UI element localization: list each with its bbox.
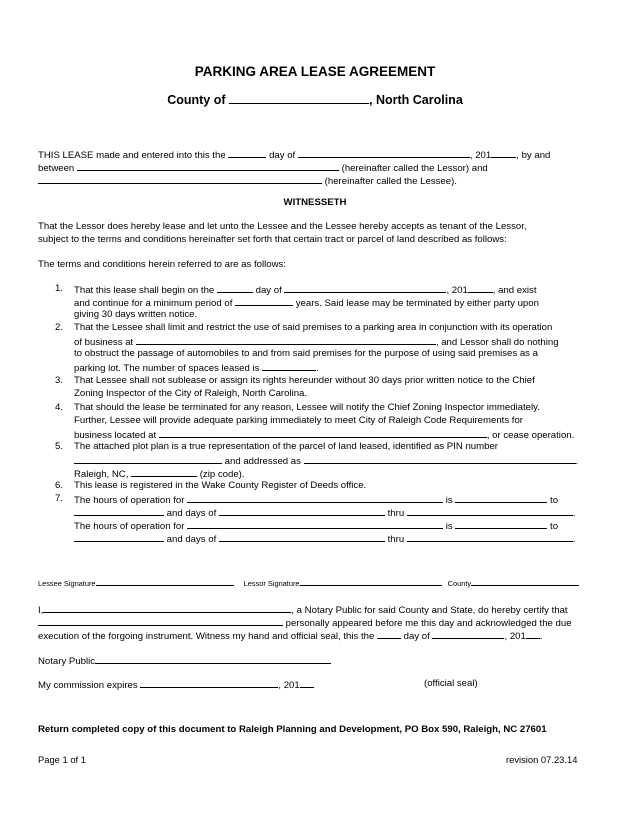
item-7-line-1 — [74, 493, 558, 507]
hours-operation-blank-1[interactable] — [187, 493, 443, 503]
hours-label-2: The hours of operation for — [74, 521, 185, 532]
commission-label: My commission expires — [38, 680, 138, 691]
page-number: Page 1 of 1 — [38, 754, 86, 765]
notary-line-1 — [38, 603, 568, 617]
item-number-3: 3. — [55, 375, 64, 386]
return-note: Return completed copy of this document to Raleigh Planning and Development, PO Box 590, Raleigh, NC 27601 — [38, 724, 547, 735]
item-number-1: 1. — [55, 283, 64, 294]
intro-text-d: , by and — [516, 150, 551, 161]
hours-from-blank-1[interactable] — [455, 493, 547, 503]
intro-text-a: THIS LEASE made and entered into this the — [38, 150, 226, 161]
commission-date-blank[interactable] — [140, 678, 278, 688]
notary-line-2 — [38, 616, 572, 630]
hours-operation-blank-2[interactable] — [187, 519, 443, 529]
item-1-text-a: That this lease shall begin on the — [74, 285, 215, 296]
witness-day-blank[interactable] — [377, 629, 401, 639]
item-2-text-e: parking lot. The number of spaces leased is — [74, 363, 260, 374]
item-4-line-1: That should the lease be terminated for any reason, Lessee will notify the Chief Zoning Inspector immediately. — [74, 402, 540, 413]
commission-line — [38, 678, 314, 692]
hours-to-1: to — [550, 495, 559, 506]
notary-name-blank[interactable] — [43, 603, 291, 613]
item-2-line-3: to obstruct the passage of automobiles to and from said premises for the purpose of using said premises as a — [74, 348, 538, 359]
revision: revision 07.23.14 — [506, 754, 578, 765]
item-4-text-d: , or cease operation. — [486, 430, 575, 441]
item-6-line-1: This lease is registered in the Wake County Register of Deeds office. — [74, 480, 367, 491]
notary-line-3 — [38, 629, 543, 643]
item-2-text-b: of business at — [74, 337, 134, 348]
hours-is-1: is — [445, 495, 453, 506]
item-1-line-3: giving 30 days written notice. — [74, 309, 198, 320]
spaces-blank[interactable] — [262, 361, 316, 371]
hours-to-2: to — [550, 521, 559, 532]
intro-lessor-label: (hereinafter called the Lessor) and — [341, 163, 488, 174]
document-title: PARKING AREA LEASE AGREEMENT — [194, 64, 436, 79]
item-3-line-2: Zoning Inspector of the City of Raleigh, North Carolina. — [74, 388, 308, 399]
days-label-1: and days of — [166, 508, 217, 519]
item-7-line-4: and days of thru . — [74, 532, 576, 546]
notary-text-3b: day of — [403, 631, 430, 642]
begin-month-blank[interactable] — [284, 283, 446, 293]
para1-line-2: subject to the terms and conditions hereinafter set forth that certain tract or parcel of land described as follows: — [38, 234, 507, 245]
lessee-signature-blank[interactable] — [96, 578, 234, 586]
item-5-line-2: and addressed as . — [74, 454, 578, 468]
item-number-4: 4. — [55, 402, 64, 413]
notary-i: I, — [38, 605, 44, 616]
item-2-line-1: That the Lessee shall limit and restrict the use of said premises to a parking area in conjunction with its operation — [74, 322, 553, 333]
signature-line — [38, 578, 579, 590]
notary-text-3a: execution of the forgoing instrument. Witness my hand and official seal, this the — [38, 631, 375, 642]
commission-201: , 201 — [278, 680, 300, 691]
item-number-2: 2. — [55, 322, 64, 333]
hours-to-blank-2[interactable] — [74, 532, 164, 542]
county-prefix: County of — [167, 93, 226, 107]
county-line — [0, 93, 630, 107]
item-4-line-2: Further, Lessee will provide adequate parking immediately to meet City of Raleigh Code Requirements for — [74, 415, 523, 426]
item-number-7: 7. — [55, 493, 64, 504]
notary-public-label: Notary Public — [38, 656, 96, 667]
period-blank[interactable] — [235, 296, 293, 306]
zip-code-blank[interactable] — [131, 467, 197, 477]
hours-is-2: is — [445, 521, 453, 532]
business-located-blank[interactable] — [159, 428, 487, 438]
item-5-text-d: (zip code). — [199, 469, 245, 480]
hours-to-blank-1[interactable] — [74, 506, 164, 516]
appeared-name-blank[interactable] — [38, 616, 283, 626]
pin-number-blank[interactable] — [74, 454, 222, 464]
notary-public-blank[interactable] — [95, 654, 331, 664]
business-address-blank[interactable] — [136, 335, 436, 345]
intro-line-1 — [38, 148, 550, 162]
parcel-address-blank[interactable] — [304, 454, 576, 464]
lessor-name-blank[interactable] — [77, 161, 339, 171]
county-signature-label: County — [447, 579, 472, 588]
item-2-line-2 — [74, 335, 559, 349]
item-1-text-d: , and exist — [492, 285, 537, 296]
item-3-line-1: That Lessee shall not sublease or assign its rights hereunder without 30 days prior written notice to the Chief — [74, 375, 535, 386]
item-7-line-2: and days of thru . — [74, 506, 576, 520]
item-7-line-3 — [74, 519, 558, 533]
para1-line-1: That the Lessor does hereby lease and let unto the Lessee and the Lessee hereby accepts as tenant of the Lessor, — [38, 221, 527, 232]
item-1-text-c: , 201 — [446, 285, 468, 296]
lease-year-blank[interactable] — [491, 148, 516, 158]
item-5-text-b: and addressed as — [224, 456, 301, 467]
witness-year-blank[interactable] — [526, 629, 540, 639]
begin-year-blank[interactable] — [468, 283, 493, 293]
intro-between: between — [38, 163, 75, 174]
county-suffix: , North Carolina — [369, 93, 463, 107]
notary-text-3c: , 201 — [504, 631, 526, 642]
thru-label-2: thru — [387, 534, 405, 545]
days-thru-blank-2[interactable] — [407, 532, 573, 542]
intro-line-2 — [38, 161, 488, 175]
terms-intro: The terms and conditions herein referred to are as follows: — [38, 259, 286, 270]
item-1-text-b: day of — [255, 285, 282, 296]
item-4-text-c: business located at — [74, 430, 157, 441]
notary-public-line — [38, 654, 331, 668]
lease-month-blank[interactable] — [298, 148, 470, 158]
hours-label-1: The hours of operation for — [74, 495, 185, 506]
item-2-line-4: parking lot. The number of spaces leased is . — [74, 363, 319, 374]
item-1-line-1 — [74, 283, 537, 297]
intro-text-b: day of — [269, 150, 296, 161]
days-from-blank-1[interactable] — [219, 506, 385, 516]
item-1-text-e: and continue for a minimum period of — [74, 298, 233, 309]
lessor-signature-blank[interactable] — [300, 578, 442, 586]
notary-text-3d: . — [539, 631, 543, 642]
official-seal: (official seal) — [424, 678, 478, 689]
lessor-signature-label: Lessor Signature — [243, 579, 300, 588]
begin-day-blank[interactable] — [217, 283, 253, 293]
commission-year-blank[interactable] — [300, 678, 314, 688]
item-5-text-c: Raleigh, NC, — [74, 469, 129, 480]
days-label-2: and days of — [166, 534, 217, 545]
notary-text-2: personally appeared before me this day and acknowledged the due — [285, 618, 572, 629]
witness-month-blank[interactable] — [432, 629, 504, 639]
hours-from-blank-2[interactable] — [455, 519, 547, 529]
county-signature-blank[interactable] — [471, 578, 579, 586]
item-5-line-1: The attached plot plan is a true representation of the parcel of land leased, identified as PIN number — [74, 441, 498, 452]
item-number-6: 6. — [55, 480, 64, 491]
lease-day-blank[interactable] — [228, 148, 266, 158]
item-1-text-f: years. Said lease may be terminated by either party upon — [295, 298, 539, 309]
item-2-text-c: , and Lessor shall do nothing — [435, 337, 559, 348]
lessee-name-blank[interactable] — [38, 174, 322, 184]
item-5-line-3 — [74, 467, 245, 481]
intro-text-c: , 201 — [469, 150, 492, 161]
days-thru-blank-1[interactable] — [407, 506, 573, 516]
witnesseth-heading: WITNESSETH — [283, 197, 347, 208]
item-number-5: 5. — [55, 441, 64, 452]
days-from-blank-2[interactable] — [219, 532, 385, 542]
notary-text-b: , a Notary Public for said County and State, do hereby certify that — [291, 605, 568, 616]
intro-line-3 — [38, 174, 457, 188]
lessee-signature-label: Lessee Signature — [38, 579, 96, 588]
intro-lessee-label: (hereinafter called the Lessee). — [324, 176, 457, 187]
thru-label-1: thru — [387, 508, 405, 519]
county-blank[interactable] — [229, 94, 369, 104]
item-4-line-3 — [74, 428, 574, 442]
item-1-line-2 — [74, 296, 539, 310]
